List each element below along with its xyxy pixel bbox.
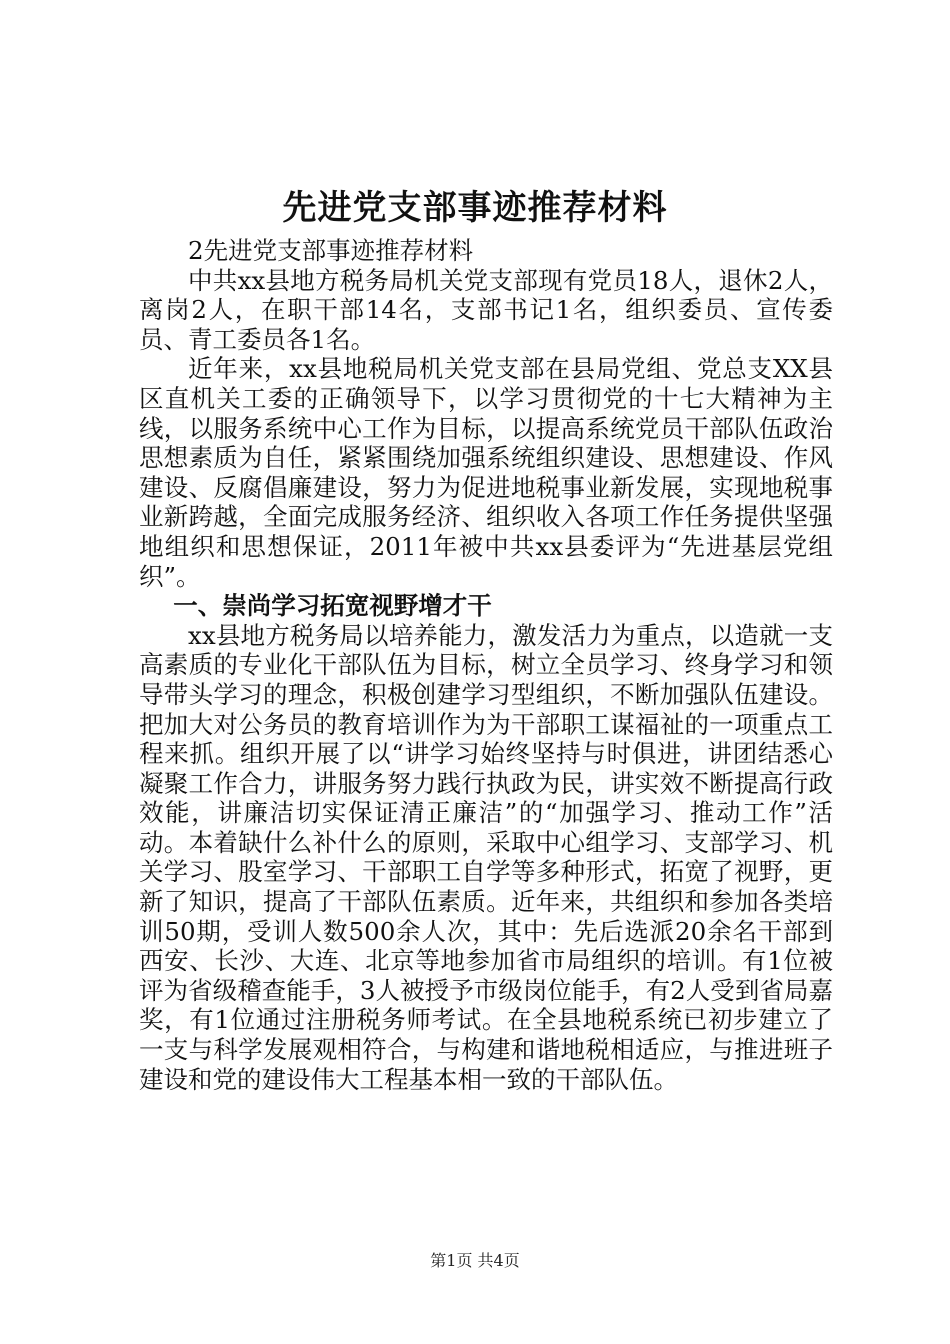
body-paragraph: 2先进党支部事迹推荐材料	[188, 236, 474, 265]
page-footer	[0, 1250, 950, 1272]
body-paragraph: 中共xx县地方税务局机关党支部现有党员18人，退休2人，离岗2人，在职干部14名，支部书记1名，组织委员、宣传委员、青工委员各1名。	[139, 265, 833, 354]
body-paragraph: 近年来，xx县地税局机关党支部在县局党组、党总支XX县区直机关工委的正确领导下，以学习贯彻党的十七大精神为主线，以服务系统中心工作为目标，以提高系统党员干部队伍政治思想素质为自任，紧紧围绕加强系统组织建设、思想建设、作风建设、反腐倡廉建设，努力为促进地税事业新发展，实现地税事业新跨越，全面完成服务经济、组织收入各项工作任务提供坚强地组织和思想保证，2011年被中共xx县委评为“先进基层党组织”。	[139, 354, 833, 591]
section-heading: 一、崇尚学习拓宽视野增才干	[173, 591, 492, 621]
document-body	[139, 236, 833, 1094]
page-total: 共4页	[477, 1251, 520, 1270]
page-number: 第1页	[430, 1251, 473, 1270]
document-title: 先进党支部事迹推荐材料	[282, 188, 668, 228]
body-paragraph: xx县地方税务局以培养能力，激发活力为重点，以造就一支高素质的专业化干部队伍为目标，树立全员学习、终身学习和领导带头学习的理念，积极创建学习型组织，不断加强队伍建设。把加大对公务员的教育培训作为为干部职工谋福祉的一项重点工程来抓。组织开展了以“讲学习始终坚持与时俱进，讲团结悉心凝聚工作合力，讲服务努力践行执政为民，讲实效不断提高行政效能，讲廉洁切实保证清正廉洁”的“加强学习、推动工作”活动。本着缺什么补什么的原则，采取中心组学习、支部学习、机关学习、股室学习、干部职工自学等多种形式，拓宽了视野，更新了知识，提高了干部队伍素质。近年来，共组织和参加各类培训50期，受训人数500余人次，其中：先后选派20余名干部到西安、长沙、大连、北京等地参加省市局组织的培训。有1位被评为省级稽查能手，3人被授予市级岗位能手，有2人受到省局嘉奖，有1位通过注册税务师考试。在全县地税系统已初步建立了一支与科学发展观相符合，与构建和谐地税相适应，与推进班子建设和党的建设伟大工程基本相一致的干部队伍。	[139, 620, 833, 1094]
